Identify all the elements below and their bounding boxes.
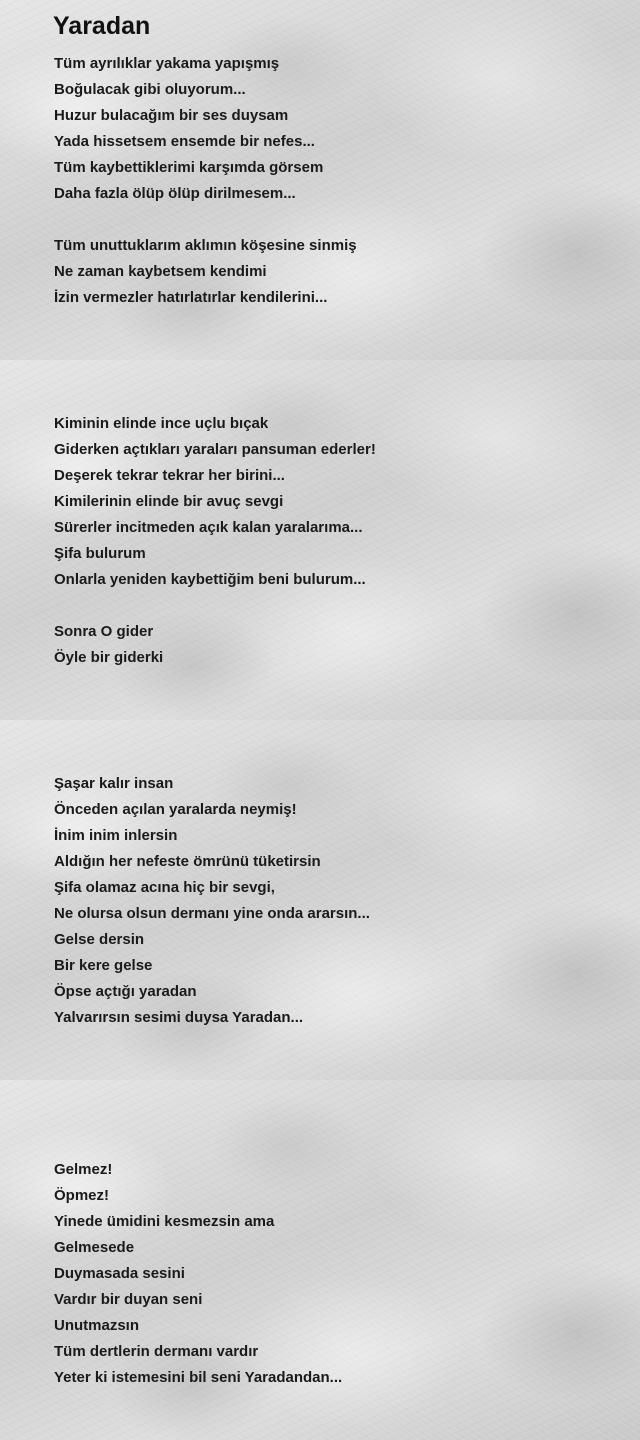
poem-line: Yalvarırsın sesimi duysa Yaradan... [54, 1009, 304, 1026]
poem-line: Önceden açılan yaralarda neymiş! [54, 801, 297, 818]
stanza-break [54, 207, 357, 233]
poem-line: Duymasada sesini [54, 1265, 185, 1282]
poem-line: Vardır bir duyan seni [54, 1291, 203, 1308]
poem-line: Tüm unuttuklarım aklımın köşesine sinmiş [54, 237, 357, 254]
poem-line: Ne olursa olsun dermanı yine onda ararsın... [54, 905, 370, 922]
poem-panel-2 [0, 360, 640, 720]
poem-line: Şifa bulurum [54, 545, 146, 562]
poem-line: Daha fazla ölüp ölüp dirilmesem... [54, 185, 296, 202]
poem-line: Öpmez! [54, 1187, 110, 1204]
poem-panel-4 [0, 1080, 640, 1440]
poem-line: Gelmesede [54, 1239, 135, 1256]
poem-line: Boğulacak gibi oluyorum... [54, 81, 246, 98]
poem-panel-1 [0, 0, 640, 360]
poem-line: Şaşar kalır insan [54, 775, 174, 792]
poem-line: Giderken açtıkları yaraları pansuman ederler! [54, 441, 376, 458]
poem-line: Aldığın her nefeste ömrünü tüketirsin [54, 853, 321, 870]
stanza-block-3 [54, 771, 370, 1031]
poem-line: Yeter ki istemesini bil seni Yaradandan... [54, 1369, 343, 1386]
poem-line: Tüm ayrılıklar yakama yapışmış [54, 55, 280, 72]
poem-line: Kiminin elinde ince uçlu bıçak [54, 415, 269, 432]
poem-line: Bir kere gelse [54, 957, 153, 974]
poem-line: Tüm dertlerin dermanı vardır [54, 1343, 259, 1360]
poem-line: Gelse dersin [54, 931, 145, 948]
poem-line: Öpse açtığı yaradan [54, 983, 197, 1000]
poem-line: Yinede ümidini kesmezsin ama [54, 1213, 275, 1230]
poem-line: Huzur bulacağım bir ses duysam [54, 107, 289, 124]
poem-line: Ne zaman kaybetsem kendimi [54, 263, 267, 280]
poem-line: Sürerler incitmeden açık kalan yaralarıma... [54, 519, 363, 536]
poem-line: Gelmez! [54, 1161, 113, 1178]
poem-line: Sonra O gider [54, 623, 154, 640]
poem-line: Şifa olamaz acına hiç bir sevgi, [54, 879, 275, 896]
stanza-block-4 [54, 1157, 342, 1391]
poem-line: İzin vermezler hatırlatırlar kendilerini... [54, 289, 328, 306]
poem-line: Yada hissetsem ensemde bir nefes... [54, 133, 315, 150]
stanza-block-2 [54, 411, 376, 671]
poem-line: Öyle bir giderki [54, 649, 164, 666]
stanza-break [54, 593, 376, 619]
poem-line: Deşerek tekrar tekrar her birini... [54, 467, 285, 484]
stanza-block-1 [54, 51, 357, 311]
poem-title: Yaradan [53, 12, 151, 40]
poem-line: Kimilerinin elinde bir avuç sevgi [54, 493, 284, 510]
poem-line: İnim inim inlersin [54, 827, 178, 844]
poem-line: Tüm kaybettiklerimi karşımda görsem [54, 159, 324, 176]
poem-panel-3 [0, 720, 640, 1080]
poem-line: Unutmazsın [54, 1317, 140, 1334]
poem-line: Onlarla yeniden kaybettiğim beni bulurum... [54, 571, 366, 588]
